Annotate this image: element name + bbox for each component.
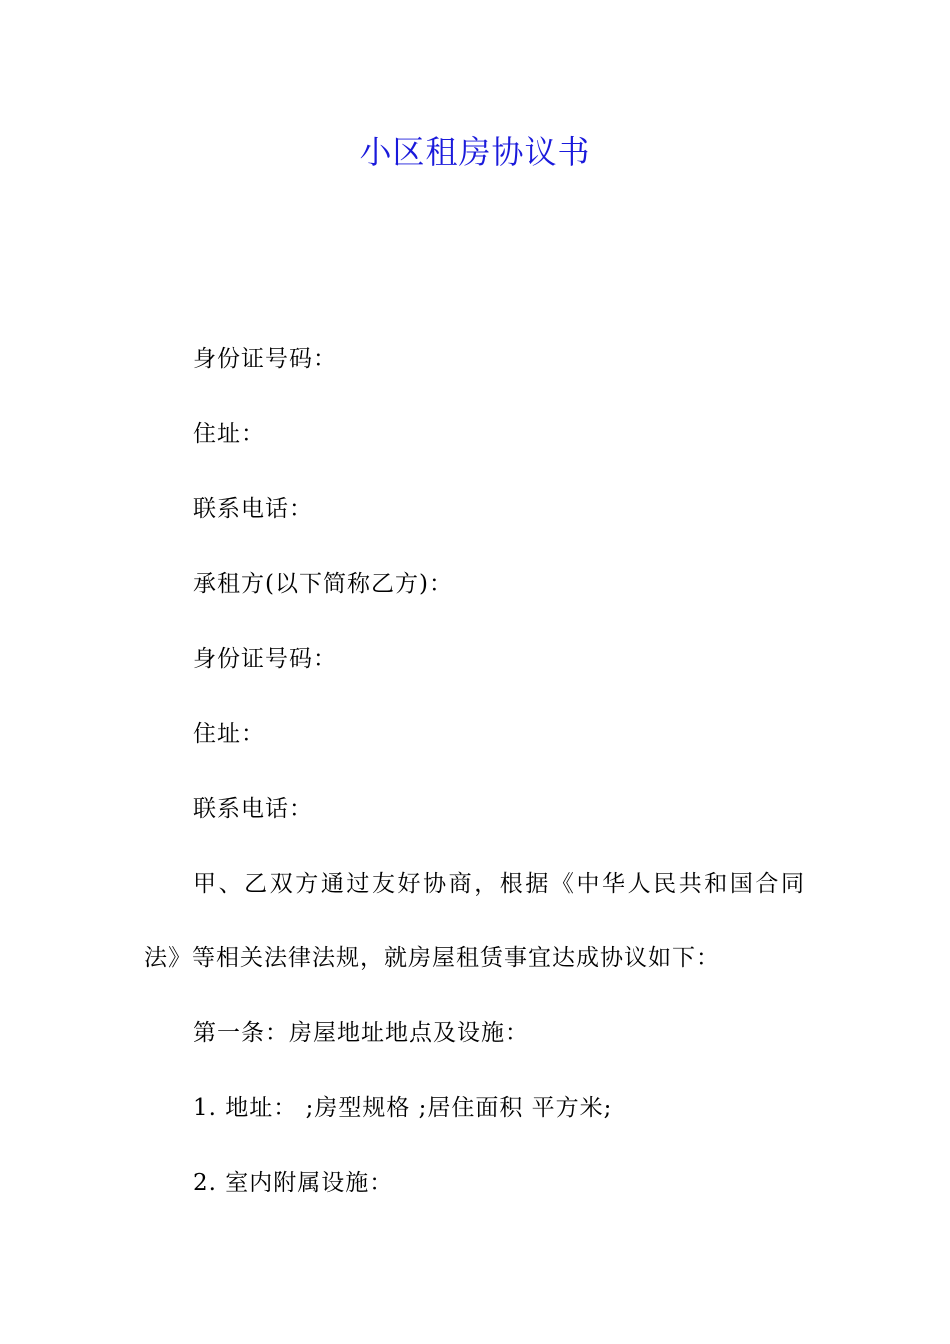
article-one-heading: 第一条：房屋地址地点及设施：: [193, 1020, 529, 1046]
document-title: 小区租房协议书: [359, 133, 591, 171]
landlord-phone-label: 联系电话：: [193, 496, 313, 522]
tenant-phone-label: 联系电话：: [193, 796, 313, 822]
landlord-id-number-label: 身份证号码：: [193, 346, 337, 372]
landlord-address-label: 住址：: [193, 421, 265, 447]
tenant-id-number-label: 身份证号码：: [193, 646, 337, 672]
article-one-item-address: 1. 地址： ;房型规格 ;居住面积 平方米;: [193, 1095, 613, 1121]
tenant-heading: 承租方(以下简称乙方)：: [193, 571, 453, 597]
agreement-intro-line-2: 法》等相关法律法规，就房屋租赁事宜达成协议如下：: [144, 945, 720, 971]
tenant-address-label: 住址：: [193, 721, 265, 747]
agreement-intro-line-1: 甲、乙双方通过友好协商，根据《中华人民共和国合同: [193, 871, 805, 897]
article-one-item-facilities: 2. 室内附属设施：: [193, 1170, 394, 1196]
